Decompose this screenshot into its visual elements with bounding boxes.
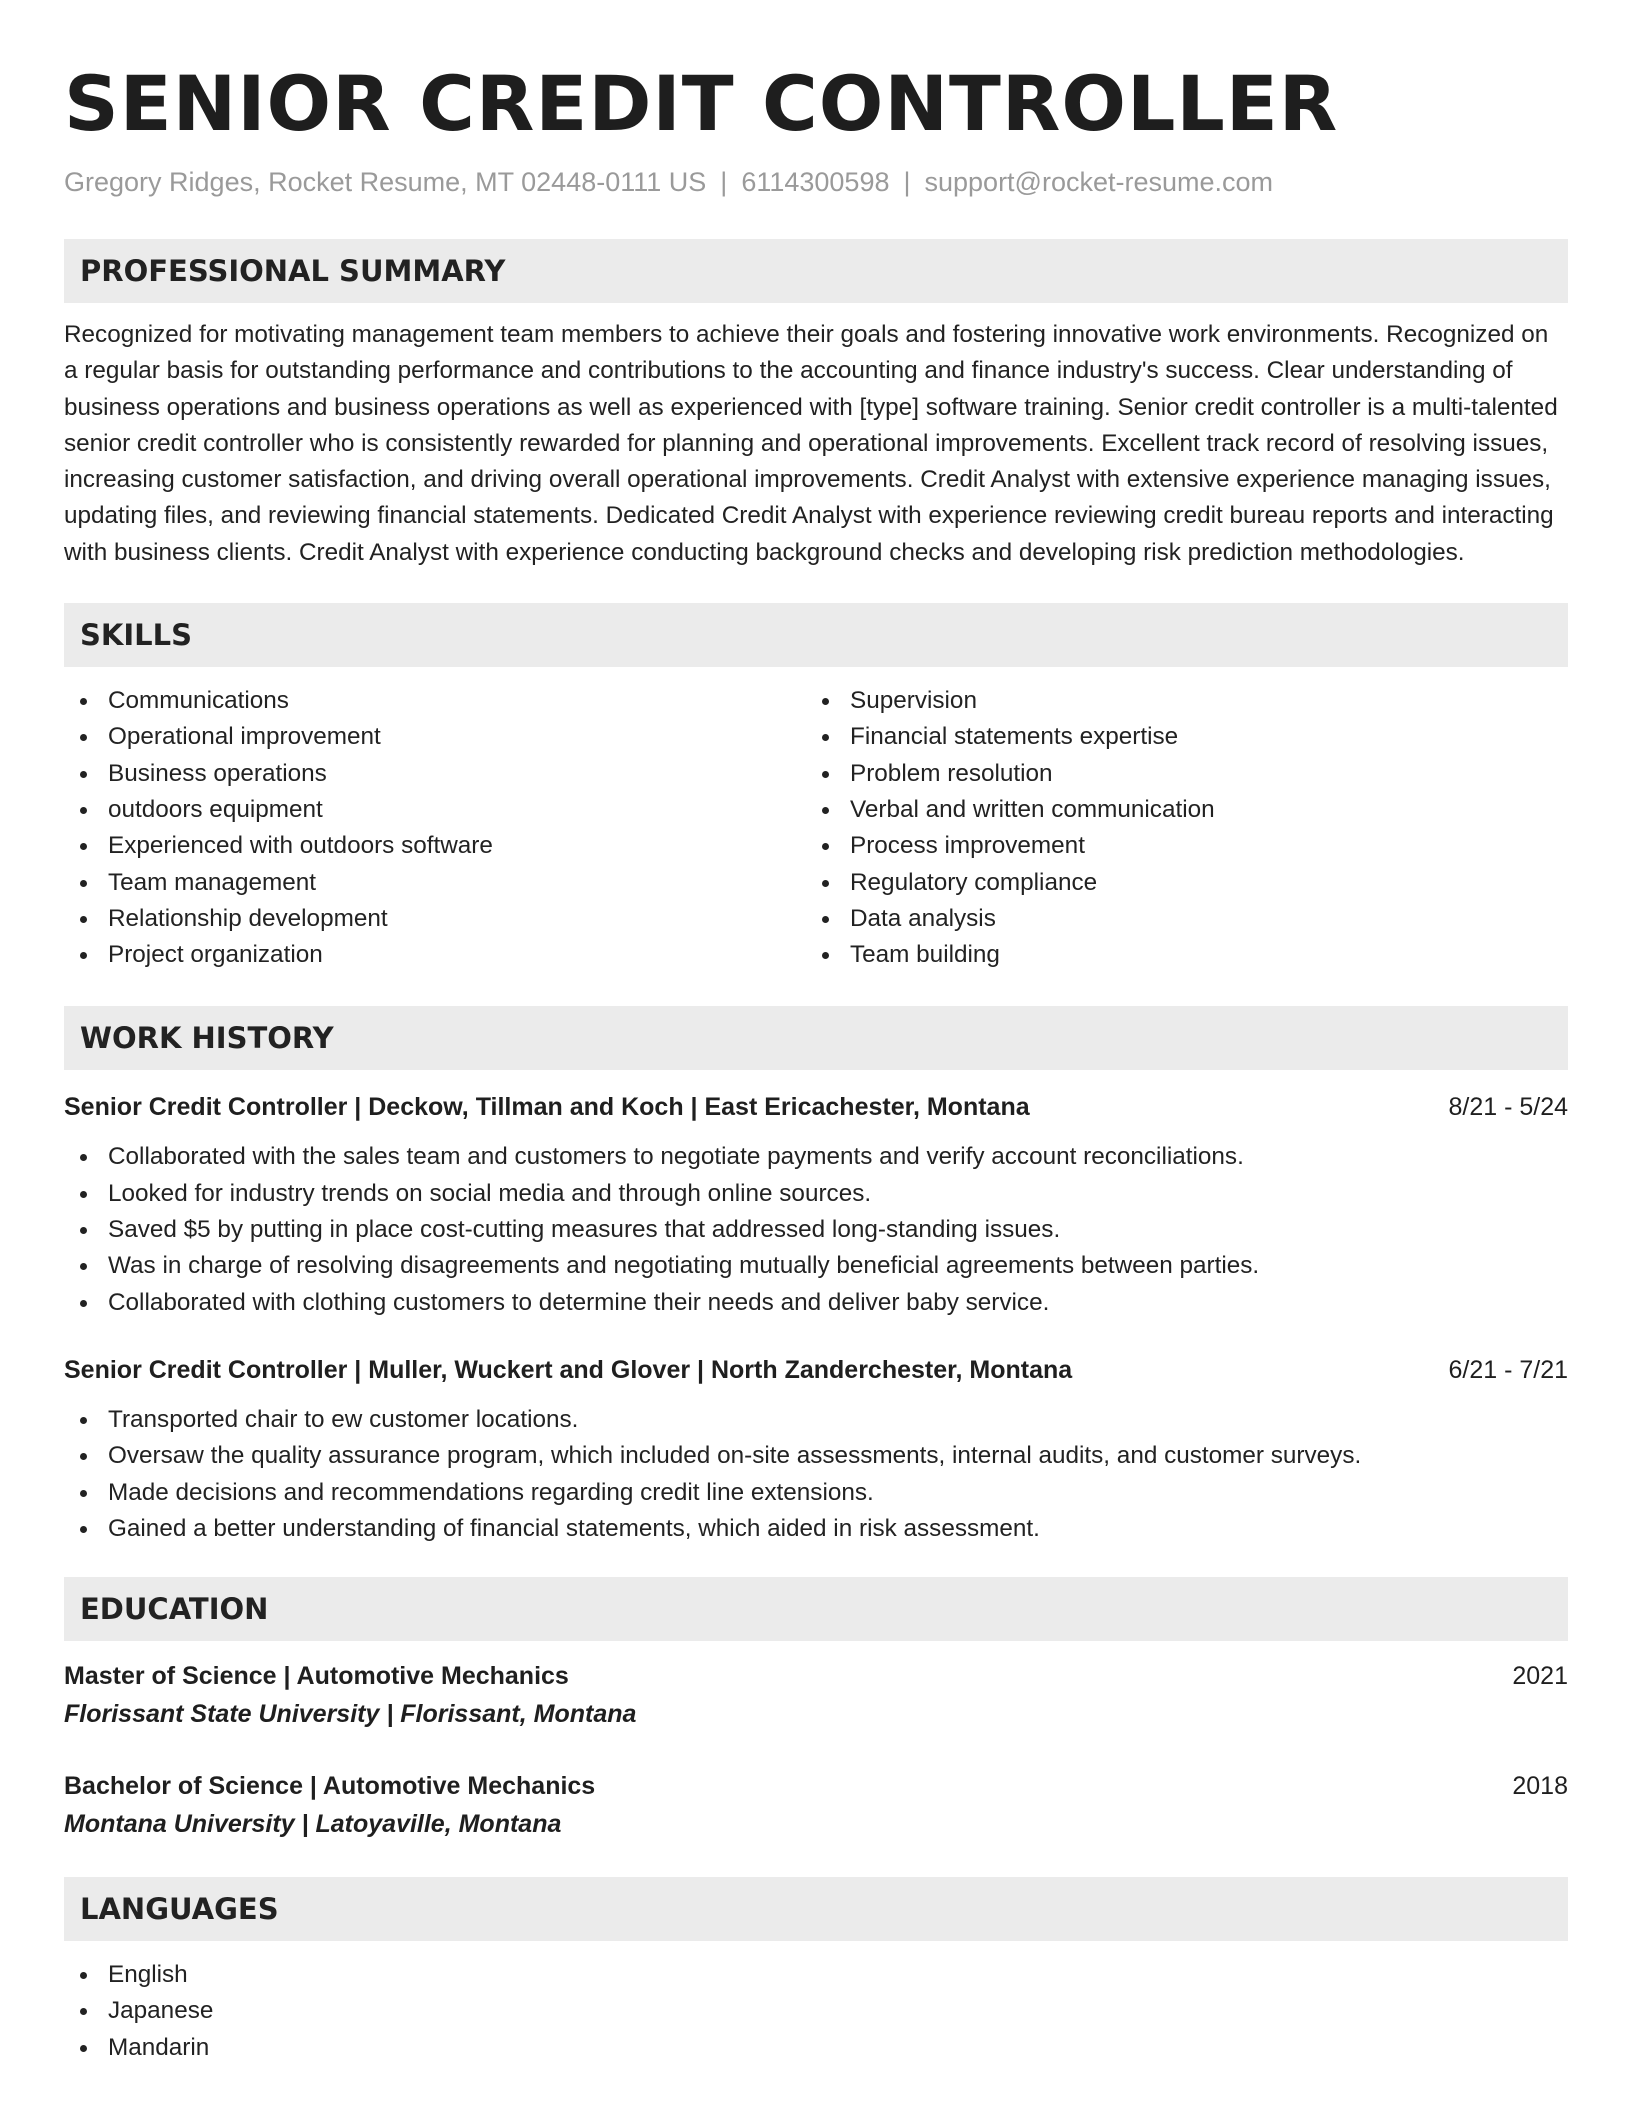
- job-entry: [64, 1088, 1568, 1320]
- skill-item: Team management: [64, 865, 806, 901]
- job-heading: Senior Credit Controller | Deckow, Tillman and Koch | East Ericachester, Montana: [64, 1093, 1030, 1122]
- languages-section: [64, 1877, 1568, 2066]
- job-dates: 6/21 - 7/21: [1448, 1355, 1568, 1384]
- skills-column-right: [806, 683, 1548, 973]
- contact-email: support@rocket-resume.com: [924, 167, 1274, 197]
- education-header: [64, 1767, 1568, 1805]
- job-header: [64, 1351, 1568, 1389]
- contact-separator: |: [720, 167, 728, 197]
- education-entry: [64, 1767, 1568, 1843]
- skills-list-right: [806, 683, 1548, 973]
- job-entry: [64, 1351, 1568, 1547]
- skill-item: Business operations: [64, 756, 806, 792]
- language-item: Mandarin: [64, 2030, 1568, 2066]
- education-entry: [64, 1657, 1568, 1733]
- education-header: [64, 1657, 1568, 1695]
- job-bullets: [64, 1139, 1568, 1320]
- job-bullet: Oversaw the quality assurance program, which included on-site assessments, internal audits, and customer surveys.: [64, 1438, 1568, 1474]
- education-section-header: EDUCATION: [64, 1577, 1568, 1641]
- resume-page: [64, 54, 1568, 2066]
- education-year: 2021: [1512, 1662, 1568, 1691]
- skill-item: Financial statements expertise: [806, 719, 1548, 755]
- job-bullet: Transported chair to ew customer locations.: [64, 1402, 1568, 1438]
- summary-section: [64, 239, 1568, 571]
- education-degree: Bachelor of Science | Automotive Mechanics: [64, 1772, 596, 1801]
- skill-item: Project organization: [64, 937, 806, 973]
- job-bullet: Saved $5 by putting in place cost-cutting measures that addressed long-standing issues.: [64, 1212, 1568, 1248]
- skill-item: Verbal and written communication: [806, 792, 1548, 828]
- resume-name-title: SENIOR CREDIT CONTROLLER: [64, 59, 1339, 148]
- skills-section: [64, 603, 1568, 973]
- skill-item: Regulatory compliance: [806, 865, 1548, 901]
- job-bullet: Made decisions and recommendations regarding credit line extensions.: [64, 1475, 1568, 1511]
- skills-grid: [64, 683, 1568, 973]
- language-item: Japanese: [64, 1993, 1568, 2029]
- summary-section-header: PROFESSIONAL SUMMARY: [64, 239, 1568, 303]
- skill-item: Process improvement: [806, 828, 1548, 864]
- work-history-section: [64, 1006, 1568, 1547]
- languages-list: [64, 1957, 1568, 2066]
- job-bullets: [64, 1402, 1568, 1547]
- skill-item: Team building: [806, 937, 1548, 973]
- skill-item: Operational improvement: [64, 719, 806, 755]
- skill-item: outdoors equipment: [64, 792, 806, 828]
- skill-item: Problem resolution: [806, 756, 1548, 792]
- job-bullet: Gained a better understanding of financial statements, which aided in risk assessment.: [64, 1511, 1568, 1547]
- job-bullet: Collaborated with clothing customers to determine their needs and deliver baby service.: [64, 1285, 1568, 1321]
- job-header: [64, 1088, 1568, 1126]
- job-dates: 8/21 - 5/24: [1448, 1093, 1568, 1122]
- contact-address: Gregory Ridges, Rocket Resume, MT 02448-0111 US: [64, 167, 707, 197]
- skill-item: Experienced with outdoors software: [64, 828, 806, 864]
- skill-item: Communications: [64, 683, 806, 719]
- skill-item: Relationship development: [64, 901, 806, 937]
- education-degree: Master of Science | Automotive Mechanics: [64, 1662, 569, 1691]
- education-year: 2018: [1512, 1772, 1568, 1801]
- education-section: [64, 1577, 1568, 1843]
- job-bullet: Collaborated with the sales team and customers to negotiate payments and verify account reconciliations.: [64, 1139, 1568, 1175]
- language-item: English: [64, 1957, 1568, 1993]
- job-heading: Senior Credit Controller | Muller, Wuckert and Glover | North Zanderchester, Montana: [64, 1355, 1073, 1384]
- contact-line: [64, 164, 1568, 200]
- skill-item: Supervision: [806, 683, 1548, 719]
- job-bullet: Was in charge of resolving disagreements and negotiating mutually beneficial agreements between parties.: [64, 1248, 1568, 1284]
- education-school: Florissant State University | Florissant, Montana: [64, 1700, 637, 1729]
- skills-section-header: SKILLS: [64, 603, 1568, 667]
- summary-text: Recognized for motivating management team members to achieve their goals and fostering innovative work environments. Recognized on a regular basis for outstanding performance and contributions to the accounting and finance industry's success. Clear understanding of business operations and business operations as well as experienced with [type] software training. Senior credit controller is a multi-talented senior credit controller who is consistently rewarded for planning and operational improvements. Excellent track record of resolving issues, increasing customer satisfaction, and driving overall operational improvements. Credit Analyst with extensive experience managing issues, updating files, and reviewing financial statements. Dedicated Credit Analyst with experience reviewing credit bureau reports and interacting with business clients. Credit Analyst with experience conducting background checks and developing risk prediction methodologies.: [64, 321, 1558, 566]
- contact-separator: |: [903, 167, 911, 197]
- work-history-section-header: WORK HISTORY: [64, 1006, 1568, 1070]
- job-bullet: Looked for industry trends on social media and through online sources.: [64, 1176, 1568, 1212]
- skills-list-left: [64, 683, 806, 973]
- contact-phone: 6114300598: [741, 167, 890, 197]
- education-school: Montana University | Latoyaville, Montana: [64, 1810, 562, 1839]
- skill-item: Data analysis: [806, 901, 1548, 937]
- languages-section-header: LANGUAGES: [64, 1877, 1568, 1941]
- skills-column-left: [64, 683, 806, 973]
